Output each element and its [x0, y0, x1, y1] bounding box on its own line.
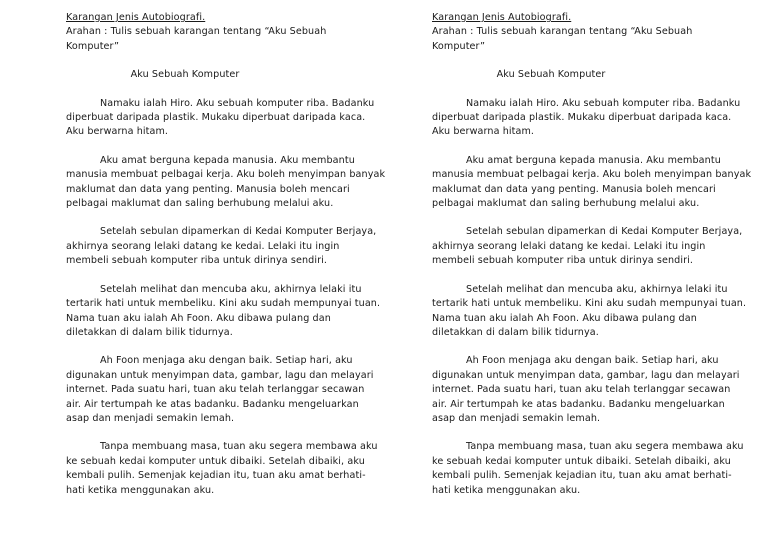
- text-line: Aku amat berguna kepada manusia. Aku membantu: [466, 154, 721, 166]
- text-line: membeli sebuah komputer riba untuk dirinya sendiri.: [432, 255, 694, 267]
- text-line: Aku berwarna hitam.: [432, 126, 535, 138]
- paragraph: [66, 154, 396, 212]
- text-line: diletakkan di dalam bilik tidurnya.: [432, 326, 599, 338]
- worksheet-heading: Karangan Jenis Autobiografi.: [432, 12, 572, 23]
- text-line: Aku berwarna hitam.: [66, 126, 169, 138]
- text-line: Ah Foon menjaga aku dengan baik. Setiap hari, aku: [100, 355, 353, 367]
- text-line: tertarik hati untuk membeliku. Kini aku sudah mempunyai tuan.: [432, 298, 747, 310]
- text-line: kembali pulih. Semenjak kejadian itu, tuan aku amat berhati-: [66, 470, 366, 482]
- paragraph: [66, 283, 396, 341]
- text-line: internet. Pada suatu hari, tuan aku telah terlanggar secawan: [66, 384, 365, 396]
- text-line: Tanpa membuang masa, tuan aku segera membawa aku: [100, 441, 378, 453]
- paragraph: [432, 225, 762, 268]
- left-page: [66, 11, 396, 512]
- essay-title: Aku Sebuah Komputer: [496, 69, 606, 81]
- instruction-line: Komputer”: [432, 40, 486, 52]
- text-line: pelbagai maklumat dan saling berhubung melalui aku.: [66, 198, 334, 210]
- essay-title: Aku Sebuah Komputer: [130, 69, 240, 81]
- text-line: Setelah melihat dan mencuba aku, akhirnya lelaki itu: [100, 283, 362, 295]
- paragraph: [432, 283, 762, 341]
- text-line: Nama tuan aku ialah Ah Foon. Aku dibawa pulang dan: [432, 312, 697, 324]
- text-line: akhirnya seorang lelaki datang ke kedai. Lelaki itu ingin: [66, 240, 340, 252]
- text-line: diletakkan di dalam bilik tidurnya.: [66, 326, 233, 338]
- text-line: maklumat dan data yang penting. Manusia boleh mencari: [432, 183, 716, 195]
- text-line: Aku amat berguna kepada manusia. Aku membantu: [100, 154, 355, 166]
- paragraph: [66, 225, 396, 268]
- text-line: Nama tuan aku ialah Ah Foon. Aku dibawa pulang dan: [66, 312, 331, 324]
- text-line: asap dan menjadi semakin lemah.: [66, 412, 235, 424]
- text-line: tertarik hati untuk membeliku. Kini aku sudah mempunyai tuan.: [66, 298, 381, 310]
- instruction-line: Komputer”: [66, 40, 120, 52]
- text-line: air. Air tertumpah ke atas badanku. Badanku mengeluarkan: [432, 398, 725, 410]
- text-line: ke sebuah kedai komputer untuk dibaiki. Setelah dibaiki, aku: [432, 455, 731, 467]
- text-line: diperbuat daripada plastik. Mukaku diperbuat daripada kaca.: [66, 112, 366, 124]
- text-line: akhirnya seorang lelaki datang ke kedai. Lelaki itu ingin: [432, 240, 706, 252]
- instruction-line: Arahan : Tulis sebuah karangan tentang “Aku Sebuah: [66, 26, 327, 38]
- text-line: digunakan untuk menyimpan data, gambar, lagu dan melayari: [66, 369, 374, 381]
- paragraph: [66, 354, 396, 426]
- paragraph: [432, 440, 762, 498]
- text-line: Setelah sebulan dipamerkan di Kedai Komputer Berjaya,: [100, 226, 377, 238]
- text-line: manusia membuat pelbagai kerja. Aku boleh menyimpan banyak: [66, 169, 386, 181]
- text-line: membeli sebuah komputer riba untuk dirinya sendiri.: [66, 255, 328, 267]
- text-line: Tanpa membuang masa, tuan aku segera membawa aku: [466, 441, 744, 453]
- paragraph: [66, 440, 396, 498]
- text-line: Ah Foon menjaga aku dengan baik. Setiap hari, aku: [466, 355, 719, 367]
- text-line: manusia membuat pelbagai kerja. Aku boleh menyimpan banyak: [432, 169, 752, 181]
- text-line: asap dan menjadi semakin lemah.: [432, 412, 601, 424]
- text-line: internet. Pada suatu hari, tuan aku telah terlanggar secawan: [432, 384, 731, 396]
- text-line: air. Air tertumpah ke atas badanku. Badanku mengeluarkan: [66, 398, 359, 410]
- text-line: digunakan untuk menyimpan data, gambar, lagu dan melayari: [432, 369, 740, 381]
- text-line: diperbuat daripada plastik. Mukaku diperbuat daripada kaca.: [432, 112, 732, 124]
- text-line: Setelah sebulan dipamerkan di Kedai Komputer Berjaya,: [466, 226, 743, 238]
- worksheet-heading: Karangan Jenis Autobiografi.: [66, 12, 206, 23]
- right-page: [432, 11, 762, 512]
- text-line: Setelah melihat dan mencuba aku, akhirnya lelaki itu: [466, 283, 728, 295]
- text-line: ke sebuah kedai komputer untuk dibaiki. Setelah dibaiki, aku: [66, 455, 365, 467]
- instruction-line: Arahan : Tulis sebuah karangan tentang “Aku Sebuah: [432, 26, 693, 38]
- paragraph: [432, 97, 762, 140]
- text-line: maklumat dan data yang penting. Manusia boleh mencari: [66, 183, 350, 195]
- paragraph: [432, 154, 762, 212]
- text-line: kembali pulih. Semenjak kejadian itu, tuan aku amat berhati-: [432, 470, 732, 482]
- paragraph: [432, 354, 762, 426]
- paragraph: [66, 97, 396, 140]
- text-line: pelbagai maklumat dan saling berhubung melalui aku.: [432, 198, 700, 210]
- text-line: hati ketika menggunakan aku.: [432, 484, 581, 496]
- text-line: hati ketika menggunakan aku.: [66, 484, 215, 496]
- text-line: Namaku ialah Hiro. Aku sebuah komputer riba. Badanku: [466, 97, 741, 109]
- text-line: Namaku ialah Hiro. Aku sebuah komputer riba. Badanku: [100, 97, 375, 109]
